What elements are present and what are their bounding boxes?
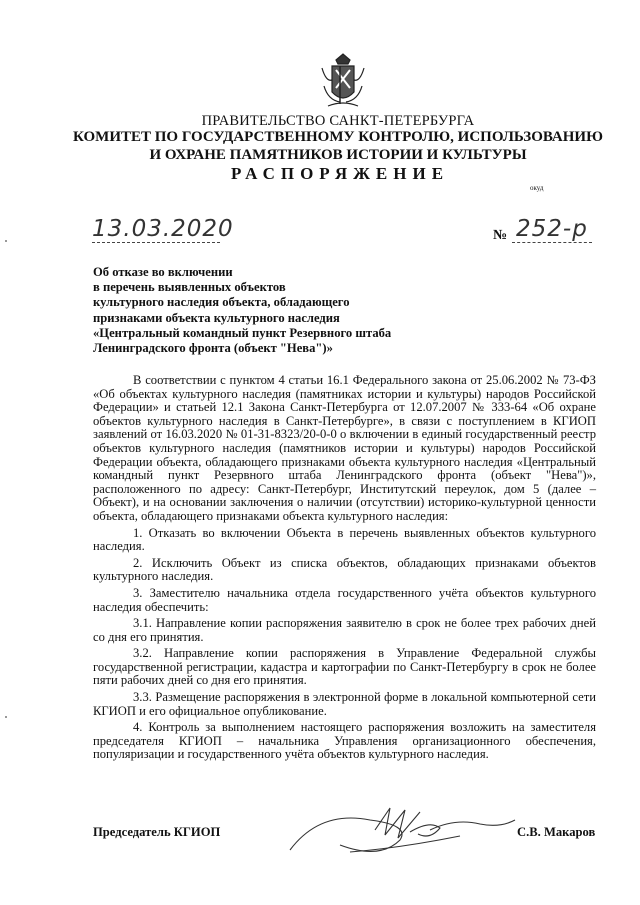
order-number: 252-р (516, 216, 588, 242)
paragraph-1: 1. Отказать во включении Объекта в перечень выявленных объектов культурного наследия. (93, 525, 596, 554)
committee-title-line1: КОМИТЕТ ПО ГОСУДАРСТВЕННОМУ КОНТРОЛЮ, ИСПОЛЬЗОВАНИЮ (73, 129, 603, 145)
subject-block (93, 265, 423, 356)
paragraph-3: 3. Заместителю начальника отдела государственного учёта объектов культурного наследия обеспечить: (93, 585, 596, 614)
scan-mark (5, 716, 7, 718)
paragraph-3-3: 3.3. Размещение распоряжения в электронной форме в локальной компьютерной сети КГИОП и его официальное опубликование. (93, 690, 596, 718)
signer-position: Председатель КГИОП (93, 825, 221, 839)
number-underline (512, 242, 592, 243)
coat-of-arms-icon (318, 52, 368, 110)
government-title: ПРАВИТЕЛЬСТВО САНКТ-ПЕТЕРБУРГА (201, 113, 475, 129)
paragraph-2: 2. Исключить Объект из списка объектов, обладающих признаками объектов культурного наследия. (93, 555, 596, 584)
scan-mark (5, 240, 7, 242)
committee-title-line2: И ОХРАНЕ ПАМЯТНИКОВ ИСТОРИИ И КУЛЬТУРЫ (149, 147, 527, 163)
document-body (93, 374, 596, 762)
subject-line: в перечень выявленных объектов (93, 280, 286, 295)
subject-line: культурного наследия объекта, обладающего (93, 295, 350, 310)
paragraph-3-2: 3.2. Направление копии распоряжения в Управление Федеральной службы государственной регистрации, кадастра и картографии по Санкт-Петербургу в срок не более пяти рабочих дней со дня его принятия. (93, 646, 596, 688)
paragraph-3-1: 3.1. Направление копии распоряжения заявителю в срок не более трех рабочих дней со дня его принятия. (93, 616, 596, 644)
paragraph-4: 4. Контроль за выполнением настоящего распоряжения возложить на заместителя председателя КГИОП – начальника Управления организационного обеспечения, популяризации и государственного учёта объектов культурного наследия. (93, 720, 596, 762)
document-type: РАСПОРЯЖЕНИЕ (230, 164, 450, 183)
signature-image (280, 790, 520, 870)
order-date: 13.03.2020 (92, 216, 234, 242)
signer-name: С.В. Макаров (517, 825, 596, 839)
subject-line: признаками объекта культурного наследия (93, 310, 340, 325)
number-sign: № (493, 228, 508, 243)
subject-line: Ленинградского фронта (объект "Нева")» (93, 341, 333, 356)
subject-line: Об отказе во включении (93, 265, 233, 279)
subject-line: «Центральный командный пункт Резервного штаба (93, 325, 392, 340)
okud-label: окуд (530, 184, 544, 192)
intro-paragraph: В соответствии с пунктом 4 статьи 16.1 Федерального закона от 25.06.2002 № 73-ФЗ «Об объектах культурного наследия (памятниках истории и культуры) народов Российской Федерации» и статьей 12.1 Закона Санкт-Петербурга от 12.07.2007 № 333-64 «Об охране объектов культурного наследия в Санкт-Петербурге», в связи с поступлением в КГИОП заявлений от 16.03.2020 № 01-31-8323/20-0-0 о включении в единый государственный реестр объектов культурного наследия (памятников истории и культуры) народов Российской Федерации объекта, обладающего признаками объекта культурного наследия «Центральный командный пункт Резервного штаба Ленинградского фронта (объект "Нева")», расположенного по адресу: Санкт-Петербург, Институтский переулок, дом 5 (далее – Объект), и на основании заключения о наличии (отсутствии) историко-культурной ценности объекта, обладающего признаками объекта культурного наследия: (93, 373, 596, 523)
date-underline (92, 242, 220, 243)
